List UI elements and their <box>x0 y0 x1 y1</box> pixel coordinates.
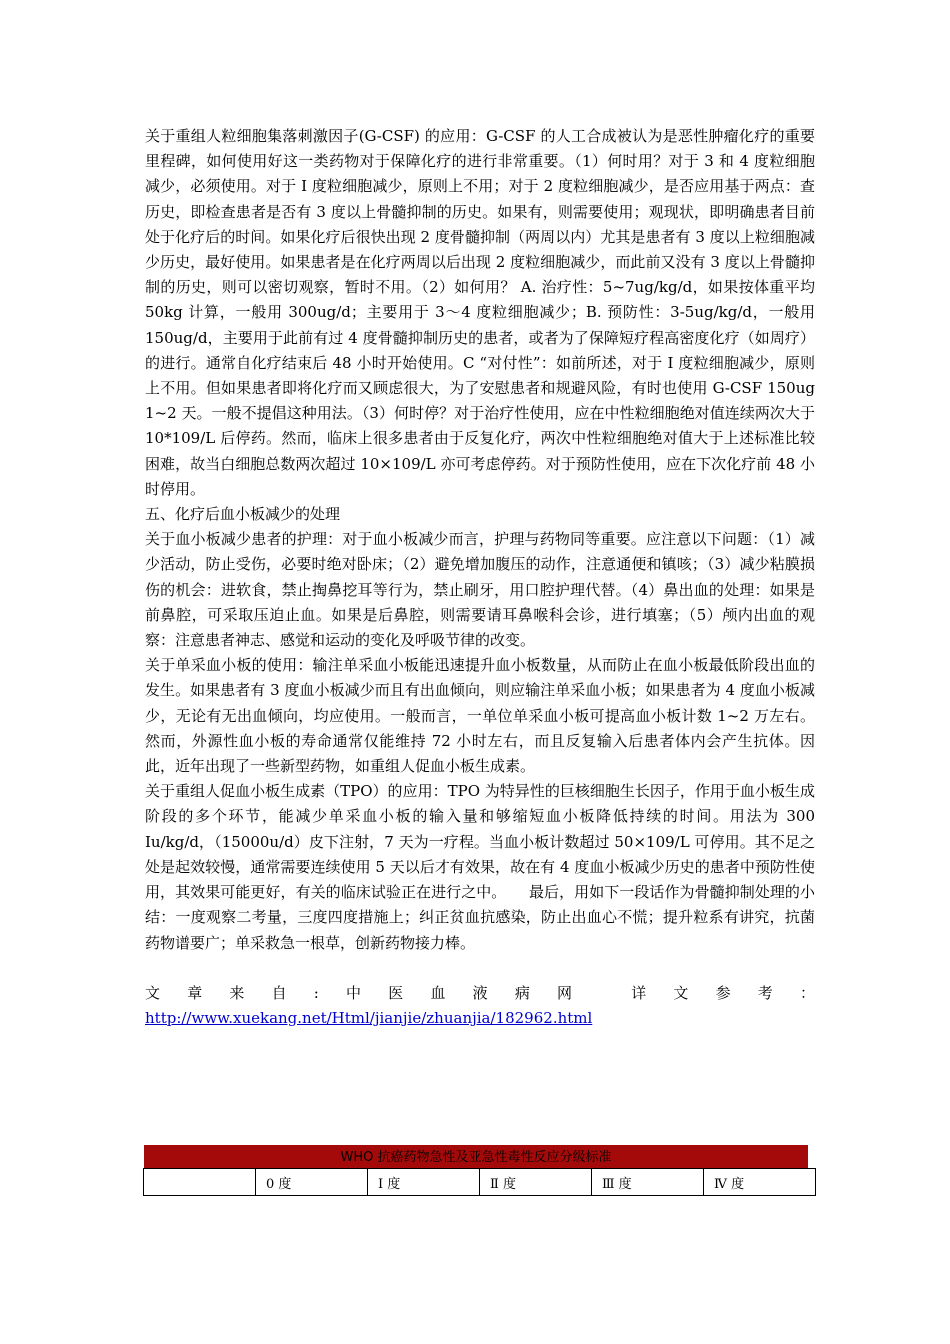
source-line <box>145 981 815 1031</box>
source-link[interactable]: http://www.xuekang.net/Html/jianjie/zhuanjia/182962.html <box>145 1008 593 1027</box>
paragraph-gcsf: 关于重组人粒细胞集落刺激因子(G-CSF) 的应用：G-CSF 的人工合成被认为是恶性肿瘤化疗的重要里程碑，如何使用好这一类药物对于保障化疗的进行非常重要。（1）何时用？对于 3 和 4 度粒细胞减少，必须使用。对于 I 度粒细胞减少，原则上不用；对于 2 度粒细胞减少，是否应用基于两点：查历史，即检查患者是否有 3 度以上骨髓抑制的历史。如果有，则需要使用；观现状，即明确患者目前处于化疗后的时间。如果化疗后很快出现 2 度骨髓抑制（两周以内）尤其是患者有 3 度以上粒细胞减少历史，最好使用。如果患者是在化疗两周以后出现 2 度粒细胞减少，而此前又没有 3 度以上骨髓抑制的历史，则可以密切观察，暂时不用。（2）如何用？ A. 治疗性：5~7ug/kg/d，如果按体重平均 50kg 计算，一般用 300ug/d；主要用于 3～4 度粒细胞减少；B. 预防性：3-5ug/kg/d，一般用 150ug/d，主要用于此前有过 4 度骨髓抑制历史的患者，或者为了保障短疗程高密度化疗（如周疗）的进行。通常自化疗结束后 48 小时开始使用。C “对付性”：如前所述，对于 I 度粒细胞减少，原则上不用。但如果患者即将化疗而又顾虑很大，为了安慰患者和规避风险，有时也使用 G-CSF 150ug 1~2 天。一般不提倡这种用法。（3）何时停？对于治疗性使用，应在中性粒细胞绝对值连续两次大于 10*109/L 后停药。然而，临床上很多患者由于反复化疗，两次中性粒细胞绝对值大于上述标准比较困难，故当白细胞总数两次超过 10×109/L 亦可考虑停药。对于预防性使用，应在下次化疗前 48 小时停用。 <box>145 127 815 498</box>
header-cell-blank <box>144 1169 256 1196</box>
table-title: WHO 抗癌药物急性及亚急性毒性反应分级标准 <box>144 1145 808 1168</box>
header-cell-grade-4: Ⅳ 度 <box>704 1169 816 1196</box>
paragraph-platelet-transfusion: 关于单采血小板的使用：输注单采血小板能迅速提升血小板数量，从而防止在血小板最低阶段出血的发生。如果患者有 3 度血小板减少而且有出血倾向，则应输注单采血小板；如果患者为 4 度血小板减少，无论有无出血倾向，均应使用。一般而言，一单位单采血小板可提高血小板计数 1~2 万左右。然而，外源性血小板的寿命通常仅能维持 72 小时左右，而且反复输入后患者体内会产生抗体。因此，近年出现了一些新型药物，如重组人促血小板生成素。 <box>145 656 815 776</box>
paragraph-platelet-care: 关于血小板减少患者的护理：对于血小板减少而言，护理与药物同等重要。应注意以下问题：（1）减少活动，防止受伤，必要时绝对卧床；（2）避免增加腹压的动作，注意通便和镇咳；（3）减少粘膜损伤的机会：进软食，禁止掏鼻挖耳等行为，禁止刷牙，用口腔护理代替。（4）鼻出血的处理：如果是前鼻腔，可采取压迫止血。如果是后鼻腔，则需要请耳鼻喉科会诊，进行填塞；（5）颅内出血的观察：注意患者神志、感觉和运动的变化及呼吸节律的改变。 <box>145 530 815 650</box>
section-heading-platelet: 五、化疗后血小板减少的处理 <box>145 505 341 524</box>
paragraph-tpo: 关于重组人促血小板生成素（TPO）的应用：TPO 为特异性的巨核细胞生长因子，作用于血小板生成阶段的多个环节，能减少单采血小板的输入量和够缩短血小板降低持续的时间。用法为 300 Iu/kg/d，（15000u/d）皮下注射，7 天为一疗程。当血小板计数超过 50×109/L 可停用。其不足之处是起效较慢，通常需要连续使用 5 天以后才有效果，故在有 4 度血小板减少历史的患者中预防性使用，其效果可能更好，有关的临床试验正在进行之中。 最后，用如下一段话作为骨髓抑制处理的小结：一度观察二考量，三度四度措施上；纠正贫血抗感染，防止出血心不慌；提升粒系有讲究，抗菌药物谱要广；单采救急一根草，创新药物接力棒。 <box>145 782 815 952</box>
header-cell-grade-0: 0 度 <box>256 1169 368 1196</box>
article-body <box>145 124 815 1031</box>
grading-table <box>143 1145 816 1196</box>
header-cell-grade-3: Ⅲ 度 <box>592 1169 704 1196</box>
header-cell-grade-1: Ⅰ 度 <box>368 1169 480 1196</box>
source-prefix: 文章来自:中医血液病网 详文参考： <box>145 983 815 1002</box>
table-header-row <box>144 1169 816 1196</box>
header-cell-grade-2: Ⅱ 度 <box>480 1169 592 1196</box>
grade-header-table <box>143 1168 816 1196</box>
